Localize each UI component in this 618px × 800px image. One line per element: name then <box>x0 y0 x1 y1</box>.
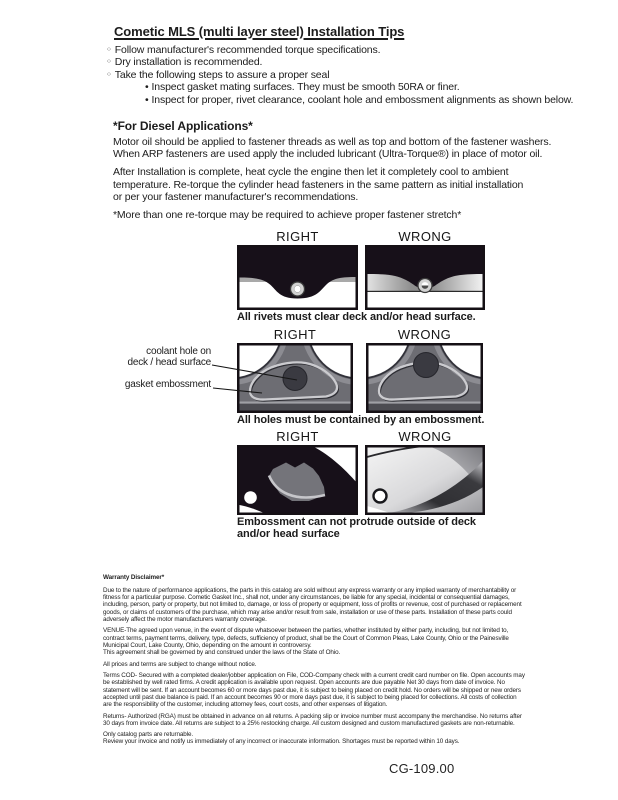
coolant-hole-icon <box>283 367 307 391</box>
gasket-embossment-label: gasket embossment <box>124 379 211 390</box>
disclaimer-paragraph: VENUE-The agreed upon venue, in the event of dispute whatsoever between the parties, whether instituted by either party, including, but not limited to, contract terms, payment terms, delivery, type, defects, sufficiency of product, shall be the Court of Common Pleas, Lake County, Ohio or the Painesville Municipal Court, Lake County, Ohio, depending on the amount in controversy. This agreement shall be governed by and construed under the laws of the State of Ohio. <box>103 627 509 656</box>
list-item <box>107 44 573 56</box>
hole-embossment-wrong-icon <box>366 343 483 413</box>
diesel-applications-heading: *For Diesel Applications* <box>113 119 253 133</box>
fig1-wrong-diagram <box>365 245 485 310</box>
fig1-right-diagram <box>237 245 358 310</box>
right-label: RIGHT <box>276 429 319 444</box>
list-item <box>107 69 573 81</box>
right-label: RIGHT <box>276 229 319 244</box>
coolant-hole-icon <box>414 353 439 378</box>
bolt-hole-icon <box>244 491 257 504</box>
fig3-right-diagram <box>237 445 358 515</box>
installation-tips-list <box>107 44 573 106</box>
wrong-label: WRONG <box>397 327 452 342</box>
coolant-hole-label: deck / head surface <box>127 357 211 368</box>
diesel-applications-text <box>113 136 551 227</box>
list-sub-item <box>145 81 573 93</box>
list-item-text: ○ Follow manufacturer's recommended torque specifications. <box>114 44 381 56</box>
re-torque-note: *More than one re-torque may be required to achieve proper fastener stretch* <box>113 209 462 222</box>
list-item-text: • Inspect gasket mating surfaces. They must be smooth 50RA or finer. <box>151 81 460 94</box>
rivet-clearance-right-icon <box>237 245 358 310</box>
embossment-deck-right-icon <box>237 445 358 515</box>
list-sub-item <box>145 94 573 106</box>
wrong-label: WRONG <box>398 229 452 244</box>
paragraph: Motor oil should be applied to fastener threads as well as top and bottom of the fastener washers. When ARP fasteners are used apply the included lubricant (Ultra-Torque®) in place of motor oil. <box>113 136 552 161</box>
fig1-caption: All rivets must clear deck and/or head surface. <box>237 311 476 323</box>
list-item-text: • Inspect for proper, rivet clearance, coolant hole and embossment alignments as shown below. <box>151 93 574 106</box>
page-title: Cometic MLS (multi layer steel) Installation Tips <box>114 24 405 39</box>
list-item-text: ○ Take the following steps to assure a proper seal <box>114 68 330 81</box>
disclaimer-paragraph: Returns- Authorized (RGA) must be obtained in advance on all returns. A packing slip or invoice number must accompany the merchandise. No returns after 30 days from invoice date. All returns are subject to a 25% restocking charge. All custom designed and custom manufactured gaskets are non-returnable. <box>103 712 522 727</box>
page-code: CG-109.00 <box>389 761 455 776</box>
right-label: RIGHT <box>273 327 317 342</box>
fig3-caption: Embossment can not protrude outside of deck and/or head surface <box>237 516 476 540</box>
fig2-callout-labels <box>96 346 211 390</box>
disclaimer-paragraph: Only catalog parts are returnable. Review your invoice and notify us immediately of any incorrect or inaccurate information. Shortages must be reported within 10 days. <box>103 731 460 746</box>
disclaimer-paragraph: Terms COD- Secured with a completed dealer/jobber application on File, COD-Company check with a current credit card number on file. Open accounts may be established by well rated firms. A credit application is available upon request. Open accounts are due payable Net 30 days from date of invoice. No statement will be sent. If an account becomes 60 or more days past due, it is subject to being placed on credit hold. No orders will be shipped or new orders accepted until past due balance is paid. If an account becomes 90 or more days past due, it is subject to being placed for collections. All costs of collection are the responsibility of the customer, including attorney fees, court costs, and other expenses of litigation. <box>103 672 525 708</box>
disclaimer-heading: Warranty Disclaimer* <box>103 574 165 581</box>
bolt-hole-icon <box>374 490 387 503</box>
disclaimer-paragraph: Due to the nature of performance applications, the parts in this catalog are sold without any express warranty or any implied warranty of merchantability or fitness for a particular purpose. Cometic Gasket Inc., shall not, under any circumstances, be liable for any special, incidental or consequential damages, including, person, party or property, but not limited to, damage, or loss of property or equipment, loss of profits or revenue, cost of purchased or replacement goods, or claims of customers of the purchase, which may arise and/or result from sale, installation or use of these parts. Installation of these parts could adversely affect the motor manufacturers warranty coverage. <box>103 587 522 623</box>
fig2-wrong-diagram <box>366 343 483 413</box>
rivet-clearance-wrong-icon <box>365 245 485 310</box>
list-item <box>107 56 573 68</box>
coolant-hole-label: coolant hole on <box>146 346 211 357</box>
hole-embossment-right-icon <box>237 343 353 413</box>
wrong-label: WRONG <box>398 429 452 444</box>
embossment-deck-wrong-icon <box>365 445 485 515</box>
paragraph: After Installation is complete, heat cycle the engine then let it completely cool to ambient temperature. Re-torque the cylinder head fasteners in the same pattern as initial installation or per your fastener manufacturer's recommendations. <box>113 166 524 203</box>
warranty-disclaimer <box>103 574 555 750</box>
fig2-caption: All holes must be contained by an embossment. <box>237 414 485 426</box>
list-item-text: ○ Dry installation is recommended. <box>114 56 263 69</box>
fig2-right-diagram <box>237 343 353 413</box>
disclaimer-paragraph: All prices and terms are subject to change without notice. <box>103 660 257 668</box>
fig3-wrong-diagram <box>365 445 485 515</box>
